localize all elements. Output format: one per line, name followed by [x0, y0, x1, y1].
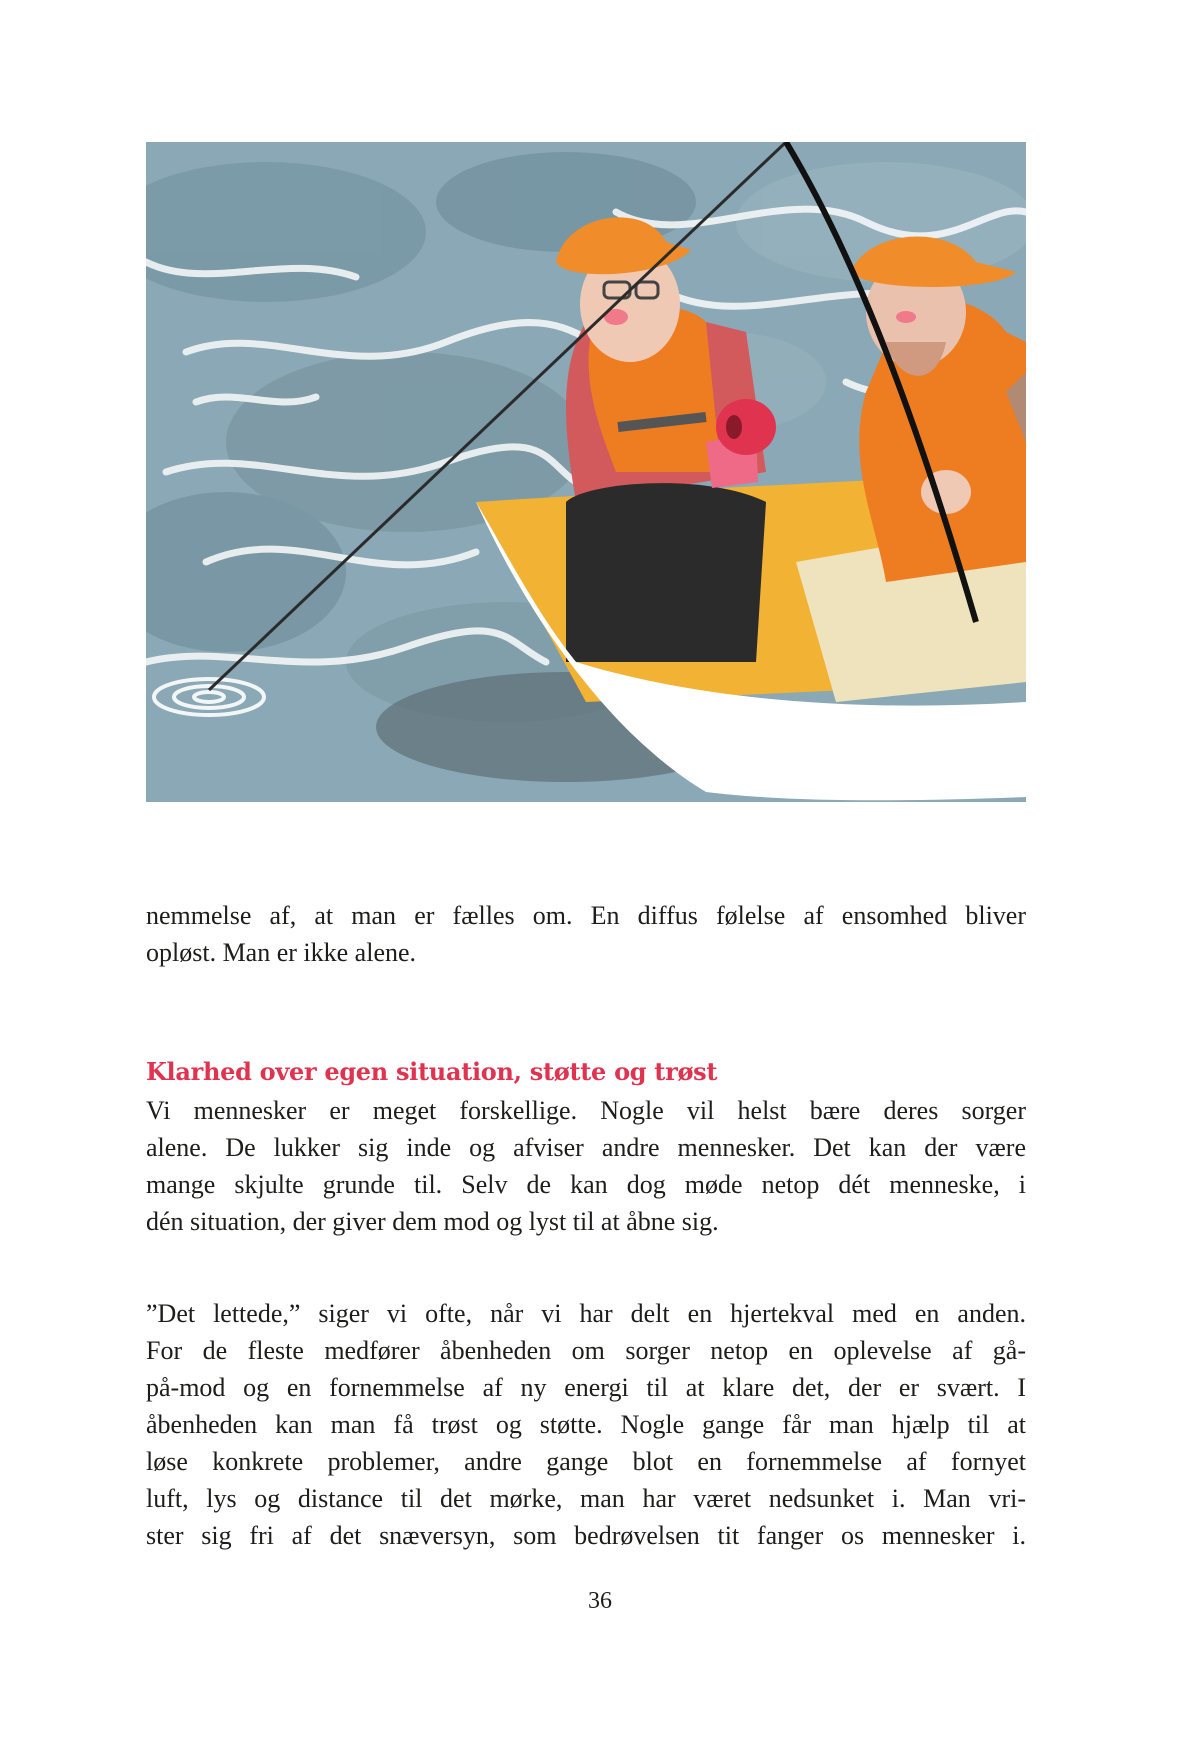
- text-line: opløst. Man er ikke alene.: [146, 938, 417, 967]
- paragraph-continuation: [146, 897, 1026, 971]
- text-line: nemmelse af, at man er fælles om. En diffus følelse af ensomhed bliver: [146, 901, 1026, 930]
- text-line: ster sig fri af det snæversyn, som bedrøvelsen tit fanger os mennesker i.: [146, 1521, 1026, 1550]
- text-line: luft, lys og distance til det mørke, man har været nedsunket i. Man vri-: [146, 1484, 1026, 1513]
- text-line: mange skjulte grunde til. Selv de kan dog møde netop dét menneske, i: [146, 1170, 1026, 1199]
- section-heading: Klarhed over egen situation, støtte og trøst: [146, 1057, 718, 1086]
- text-line: dén situation, der giver dem mod og lyst til at åbne sig.: [146, 1207, 719, 1236]
- text-line: løse konkrete problemer, andre gange blot en fornemmelse af fornyet: [146, 1447, 1026, 1476]
- page-number: 36: [588, 1588, 612, 1614]
- paragraph: [146, 1092, 1026, 1240]
- text-line: på-mod og en fornemmelse af ny energi til at klare det, der er svært. I: [146, 1373, 1026, 1402]
- text-line: åbenheden kan man få trøst og støtte. Nogle gange får man hjælp til at: [146, 1410, 1026, 1439]
- text-line: ”Det lettede,” siger vi ofte, når vi har delt en hjertekval med en anden.: [146, 1299, 1026, 1328]
- fishing-boat-illustration: [146, 142, 1026, 802]
- text-line: alene. De lukker sig inde og afviser andre mennesker. Det kan der være: [146, 1133, 1026, 1162]
- paragraph: [146, 1295, 1026, 1554]
- text-line: For de fleste medfører åbenheden om sorger netop en oplevelse af gå-: [146, 1336, 1026, 1365]
- text-line: Vi mennesker er meget forskellige. Nogle vil helst bære deres sorger: [146, 1096, 1026, 1125]
